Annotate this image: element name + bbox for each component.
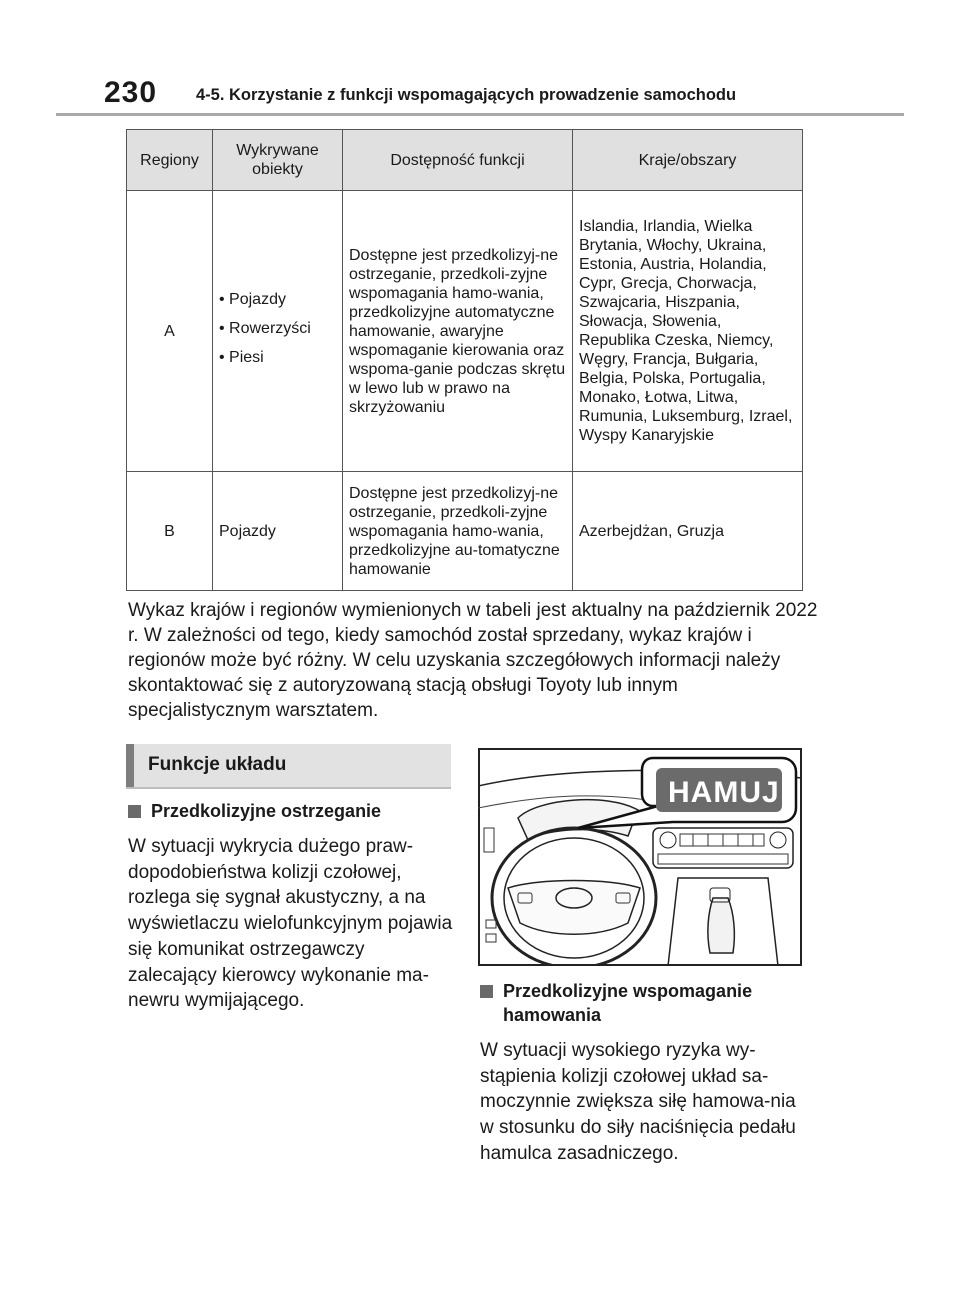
objects-cell (213, 191, 343, 472)
section-title: Funkcje układu (148, 754, 287, 775)
section-heading-box (126, 744, 451, 787)
countries-cell: Azerbejdżan, Gruzja (573, 472, 803, 591)
object-item: • Rowerzyści (219, 319, 311, 337)
table-note: Wykaz krajów i regionów wymienionych w tabeli jest aktualny na październik 2022 r. W zależności od tego, kiedy samochód został sprzedany, wykaz krajów i regionów może być różny. W celu uzyskania szczegółowych informacji należy skontaktować się z autoryzowaną stacją obsługi Toyoty lub innym specjalistycznym warsztatem. (128, 600, 818, 721)
header-countries: Kraje/obszary (573, 130, 803, 191)
region-cell: A (127, 191, 213, 472)
header-availability: Dostępność funkcji (343, 130, 573, 191)
availability-cell: Dostępne jest przedkolizyj-ne ostrzeganie, przedkoli-zyjne wspomagania hamo-wania, przedkolizyjne automatyczne hamowanie, awaryjne wspomaganie kierowania oraz wspoma-ganie podczas skrętu w lewo lub w prawo na skrzyżowaniu (343, 191, 573, 472)
object-item: • Piesi (219, 348, 264, 366)
warning-heading (128, 799, 381, 823)
page-header (0, 0, 960, 120)
table-row (127, 472, 803, 591)
countries-cell: Islandia, Irlandia, Wielka Brytania, Włochy, Ukraina, Estonia, Austria, Holandia, Cypr, Grecja, Chorwacja, Szwajcaria, Hiszpania, Słowacja, Słowenia, Republika Czeska, Niemcy, Węgry, Francja, Bułgaria, Belgia, Polska, Portugalia, Monako, Łotwa, Litwa, Rumunia, Luksemburg, Izrael, Wyspy Kanaryjskie (573, 191, 803, 472)
warning-body: W sytuacji wykrycia dużego praw-dopodobieństwa kolizji czołowej, rozlega się sygnał akustyczny, a na wyświetlaczu wielofunkcyjnym pojawia się komunikat ostrzegawczy zalecający kierowcy wykonanie ma-newru wymijającego. (128, 836, 453, 1012)
header-detected-objects: Wykrywane obiekty (213, 130, 343, 191)
objects-cell: Pojazdy (213, 472, 343, 591)
warning-heading-text: Przedkolizyjne ostrzeganie (151, 801, 382, 821)
brake-assist-body: W sytuacji wysokiego ryzyka wy-stąpienia kolizji czołowej układ sa-moczynnie zwiększa siłę hamowa-nia w stosunku do siły naciśnięcia pedału hamulca zasadniczego. (480, 1040, 796, 1164)
page-number: 230 (104, 76, 158, 109)
region-cell: B (127, 472, 213, 591)
section-divider (126, 787, 451, 789)
regions-table (126, 129, 803, 591)
header-divider (56, 113, 904, 116)
brake-warning-message: HAMUJ! (668, 776, 791, 809)
brake-assist-heading (480, 979, 752, 1003)
table-header-row (127, 130, 803, 191)
availability-cell: Dostępne jest przedkolizyj-ne ostrzeganie, przedkoli-zyjne wspomagania hamo-wania, przedkolizyjne au-tomatyczne hamowanie (343, 472, 573, 591)
square-bullet-icon (480, 985, 493, 998)
header-regions: Regiony (127, 130, 213, 191)
table-row (127, 191, 803, 472)
brake-assist-heading-line2: hamowania (503, 1005, 602, 1025)
square-bullet-icon (128, 805, 141, 818)
brake-assist-heading-line1: Przedkolizyjne wspomaganie (503, 981, 753, 1001)
object-item: • Pojazdy (219, 290, 286, 308)
chapter-title: 4-5. Korzystanie z funkcji wspomagających prowadzenie samochodu (196, 86, 737, 104)
